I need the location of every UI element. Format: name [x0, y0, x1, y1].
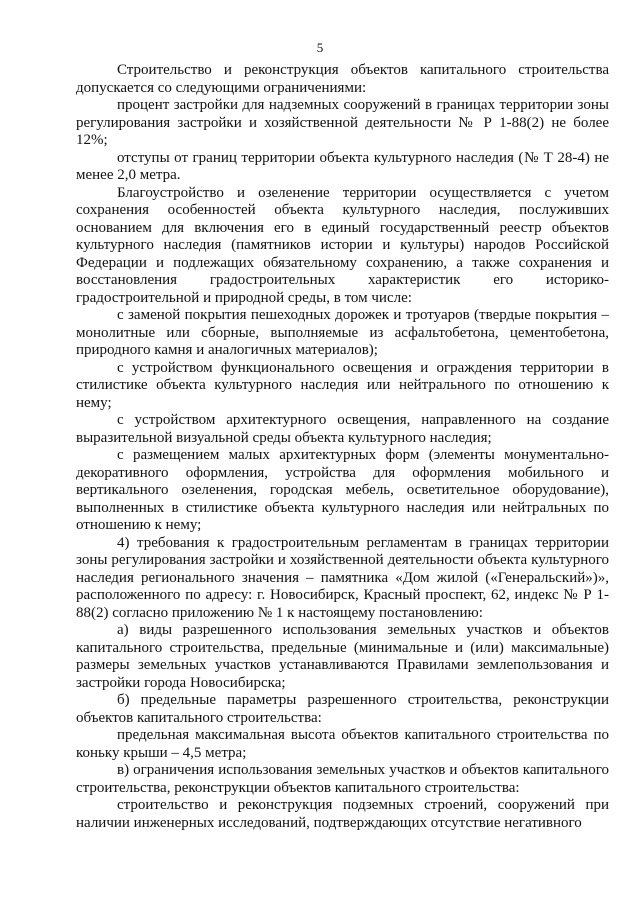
document-body [76, 62, 609, 832]
paragraph-regulation-requirements: 4) требования к градостроительным регламентам в границах территории зоны регулирования застройки и хозяйственной деятельности объекта культурного наследия регионального значения – памятника «Дом жилой («Генеральский»)», расположенного по адресу: г. Новосибирск, Красный проспект, 62, индекс № Р 1-88(2) согласно приложению № 1 к настоящему постановлению: [76, 534, 609, 621]
paragraph-construction-restrictions: Строительство и реконструкция объектов капитального строительства допускается со следующими ограничениями: [76, 62, 609, 96]
paragraph-limit-parameters: б) предельные параметры разрешенного строительства, реконструкции объектов капитального строительства: [76, 692, 609, 726]
paragraph-functional-lighting: с устройством функционального освещения и ограждения территории в стилистике объекта культурного наследия или нейтрального по отношению к нему; [76, 359, 609, 411]
paragraph-building-percentage: процент застройки для надземных сооружений в границах территории зоны регулирования застройки и хозяйственной деятельности № Р 1-88(2) не более 12%; [76, 97, 609, 148]
paragraph-small-forms: с размещением малых архитектурных форм (элементы монументально-декоративного оформления, устройства для оформления мобильного и вертикального озеленения, городская мебель, осветительное оборудование), выполненных в стилистике объекта культурного наследия или нейтральных по отношению к нему; [76, 447, 609, 533]
paragraph-permitted-uses: а) виды разрешенного использования земельных участков и объектов капитального строительства, предельные (минимальные и (или) максимальные) размеры земельных участков устанавливаются Правилами землепользования и застройки города Новосибирска; [76, 622, 609, 691]
paragraph-paving-replacement: с заменой покрытия пешеходных дорожек и тротуаров (твердые покрытия – монолитные или сборные, выполняемые из асфальтобетона, цементобетона, природного камня и аналогичных материалов); [76, 307, 609, 358]
paragraph-max-height: предельная максимальная высота объектов капитального строительства по коньку крыши – 4,5 метра; [76, 727, 609, 761]
page-number: 5 [316, 40, 324, 55]
paragraph-setbacks: отступы от границ территории объекта культурного наследия (№ Т 28-4) не менее 2,0 метра. [76, 149, 609, 183]
paragraph-usage-restrictions: в) ограничения использования земельных участков и объектов капитального строительства, реконструкции объектов капитального строительства: [76, 762, 609, 796]
paragraph-underground-construction: строительство и реконструкция подземных строений, сооружений при наличии инженерных исследований, подтверждающих отсутствие негативного [76, 797, 609, 831]
paragraph-landscaping: Благоустройство и озеленение территории осуществляется с учетом сохранения особенностей объекта культурного наследия, послуживших основанием для включения его в единый государственный реестр объектов культурного наследия (памятников истории и культуры) народов Российской Федерации и подлежащих обязательному сохранению, а также сохранения и восстановления градостроительных характеристик его историко-градостроительной и природной среды, в том числе: [76, 184, 609, 306]
paragraph-architectural-lighting: с устройством архитектурного освещения, направленного на создание выразительной визуальной среды объекта культурного наследия; [76, 412, 609, 446]
